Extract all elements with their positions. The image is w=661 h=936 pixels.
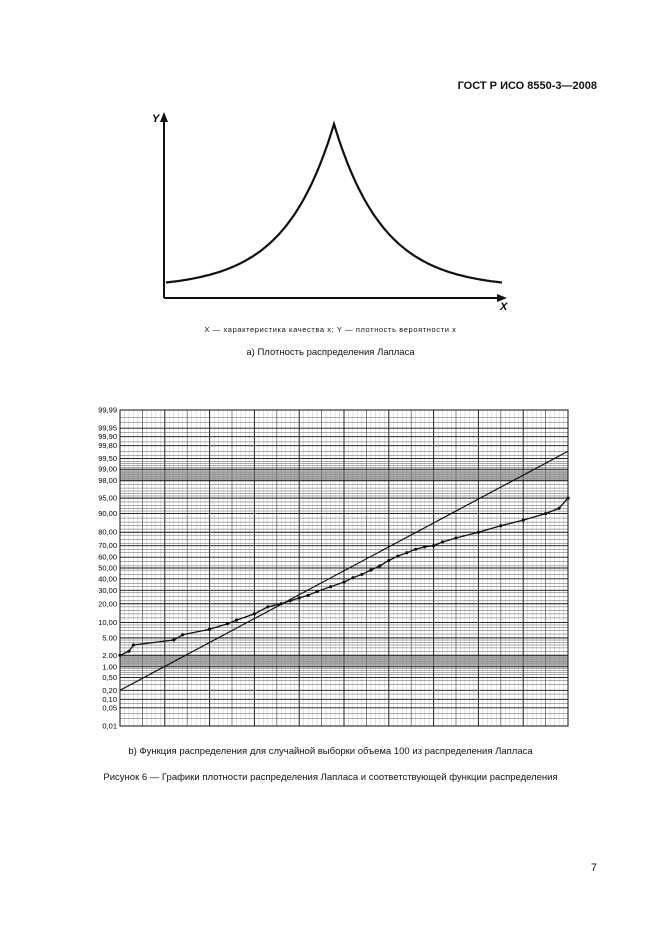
empirical-point [544,512,547,515]
y-tick-label: 60,00 [98,552,117,562]
y-tick-label: 99,95 [98,423,117,433]
empirical-point [499,524,502,527]
y-tick-label: 40,00 [98,574,117,584]
y-tick-label: 90,00 [98,509,117,519]
empirical-point [378,564,381,567]
empirical-point [208,628,211,631]
empirical-point [132,643,135,646]
y-tick-label: 50,00 [98,563,117,573]
empirical-point [351,576,354,579]
standard-header: ГОСТ Р ИСО 8550-3—2008 [457,80,597,92]
y-tick-label: 99,80 [98,441,117,451]
empirical-point [414,548,417,551]
empirical-point [369,569,372,572]
figure-b-caption: b) Функция распределения для случайной выборки объема 100 из распределения Лапласа [128,746,533,757]
x-axis-label: X [500,301,508,313]
y-tick-label: 99,00 [98,464,117,474]
y-tick-label: 99,99 [98,405,117,415]
empirical-point [387,559,390,562]
empirical-point [307,594,310,597]
empirical-point [405,551,408,554]
y-tick-label: 2.00 [102,650,117,660]
y-tick-label: 30,00 [98,585,117,595]
empirical-point [266,605,269,608]
empirical-point [329,585,332,588]
empirical-point [226,622,229,625]
empirical-point [396,555,399,558]
empirical-point [316,590,319,593]
empirical-point [235,619,238,622]
y-tick-label: 80,00 [98,527,117,537]
empirical-point [298,596,301,599]
empirical-point [477,531,480,534]
empirical-point [181,633,184,636]
y-tick-label: 0,05 [102,703,117,713]
empirical-point [127,650,130,653]
empirical-point [454,536,457,539]
empirical-point [289,599,292,602]
empirical-point [423,545,426,548]
y-tick-label: 20,00 [98,599,117,609]
y-tick-label: 5.00 [102,633,117,643]
y-tick-label: 0,50 [102,672,117,682]
density-curve [166,124,502,283]
grid-dense-band [120,469,568,481]
y-tick-label: 95,00 [98,493,117,503]
figure-caption: Рисунок 6 — Графики плотности распределения Лапласа и соответствующей функции распределения [103,772,558,783]
y-axis-arrow [160,112,168,122]
empirical-point [253,612,256,615]
y-tick-label: 0,20 [102,685,117,695]
empirical-point [280,602,283,605]
empirical-point [172,638,175,641]
empirical-point [342,580,345,583]
empirical-point [360,573,363,576]
figure-a-caption: a) Плотность распределения Лапласа [246,347,415,358]
laplace-density-plot [150,108,520,318]
y-axis-label: Y [152,113,160,125]
y-tick-label: 10,00 [98,617,117,627]
y-tick-label: 99,90 [98,432,117,442]
probability-tick-labels [98,406,568,731]
y-tick-label: 70,00 [98,541,117,551]
page-number: 7 [590,862,597,874]
probability-paper-plot [85,400,575,735]
empirical-point [441,540,444,543]
y-tick-label: 0,01 [102,721,117,731]
figure-a-legend: X — характеристика качества x; Y — плотность вероятности x [204,325,457,334]
empirical-point [432,544,435,547]
y-tick-label: 0,10 [102,694,117,704]
empirical-point [522,519,525,522]
y-tick-label: 98,00 [98,476,117,486]
empirical-point [557,507,560,510]
y-tick-label: 99,50 [98,454,117,464]
grid-dense-band [120,655,568,667]
y-tick-label: 1.00 [102,662,117,672]
